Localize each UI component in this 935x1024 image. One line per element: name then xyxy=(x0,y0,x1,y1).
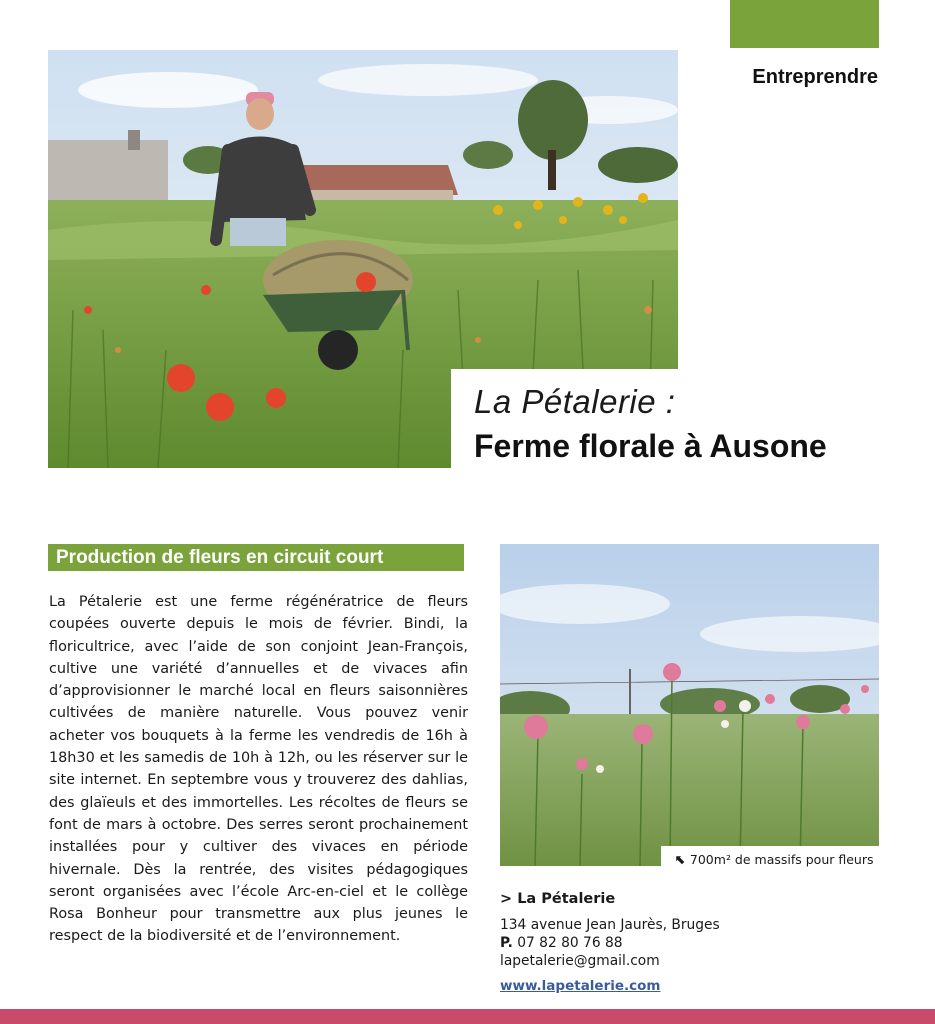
contact-block xyxy=(500,891,720,994)
caption-text: 700m² de massifs pour fleurs xyxy=(689,852,874,867)
page-title-italic: La Pétalerie : xyxy=(474,383,676,420)
contact-address: 134 avenue Jean Jaurès, Bruges xyxy=(500,917,720,933)
website-link[interactable]: www.lapetalerie.com xyxy=(500,978,661,994)
contact-phone-line xyxy=(500,934,720,952)
section-label: Entreprendre xyxy=(752,66,878,88)
contact-phone: 07 82 80 76 88 xyxy=(517,935,623,951)
page-title: Ferme florale à Ausone xyxy=(474,428,827,464)
photo-caption xyxy=(675,852,874,868)
section-color-tab xyxy=(730,0,879,48)
phone-label: P. xyxy=(500,935,513,951)
contact-email[interactable]: lapetalerie@gmail.com xyxy=(500,953,660,969)
article-subheading: Production de fleurs en circuit court xyxy=(48,544,464,571)
bottom-color-bar xyxy=(0,1009,935,1024)
arrow-up-left-icon: ⬉ xyxy=(675,853,686,868)
contact-name: > La Pétalerie xyxy=(500,891,616,907)
flowers-photo xyxy=(500,544,879,866)
article-body: La Pétalerie est une ferme régénératrice de fleurs coupées ouverte depuis le mois de février. Bindi, la floricultrice, avec l’aide de son conjoint Jean-François, cultive une variété d’annuelles et de vivaces afin d’approvisionner le marché local en fleurs saisonnières cultivées de manière naturelle. Vous pouvez venir acheter vos bouquets à la ferme les vendredis de 16h à 18h30 et les samedis de 10h à 12h, ou les réserver sur le site internet. En septembre vous y trouverez des dahlias, des glaïeuls et des immortelles. Les récoltes de fleurs se font de mars à octobre. Des serres seront prochainement installées pour y cultiver des vivaces en période hivernale. Dès la rentrée, des visites pédagogiques seront organisées avec l’école Arc-en-ciel et le collège Rosa Bonheur pour transmettre aux plus jeunes le respect de la biodiversité et de l’environnement. xyxy=(49,594,468,945)
